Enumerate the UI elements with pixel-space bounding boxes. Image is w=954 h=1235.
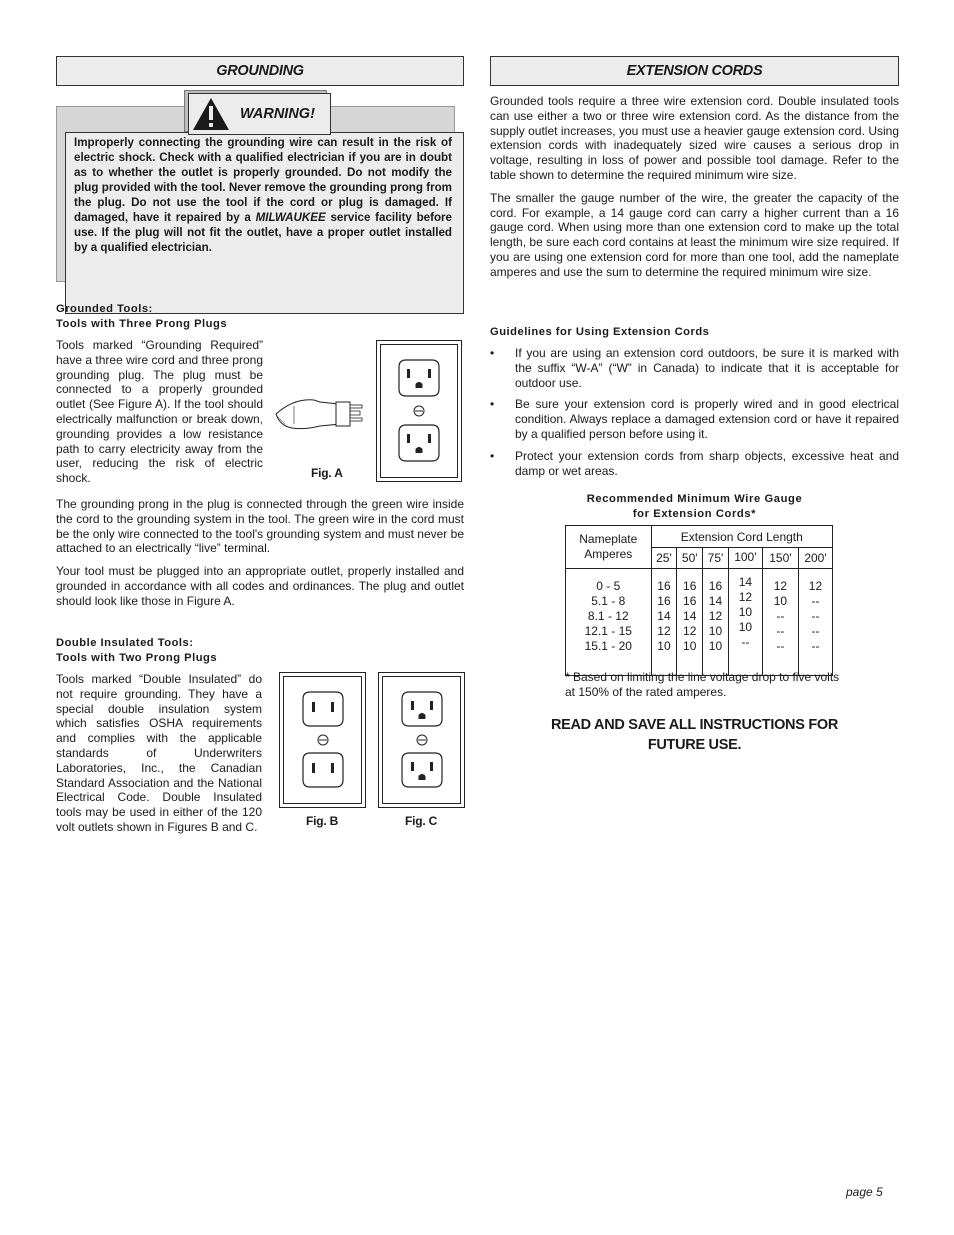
table-footnote: * Based on limiting the line voltage drop to five volts at 150% of the rated amperes. xyxy=(565,670,840,699)
gauge-column: 16 16 14 12 10 xyxy=(677,569,703,676)
warning-label: WARNING! xyxy=(240,106,315,122)
fig-b-label: Fig. B xyxy=(306,814,339,828)
guidelines-heading: Guidelines for Using Extension Cords xyxy=(490,326,710,338)
warning-block xyxy=(56,90,464,330)
two-prong-outlet-b xyxy=(279,672,366,808)
brand-name: MILWAUKEE xyxy=(255,211,326,224)
amperes-column: 0 - 5 5.1 - 8 8.1 - 12 12.1 - 15 15.1 - 20 xyxy=(566,569,652,676)
grounded-paragraph-2: The grounding prong in the plug is connected through the green wire inside the cord to the grounding system in the tool. The green wire in the cord must be the only wire connected to the tool's grounding system and must never be attached to an electrically “live” terminal. xyxy=(56,497,464,556)
figure-a xyxy=(274,340,464,486)
plug-icon xyxy=(274,380,374,440)
length-cell: 50' xyxy=(677,548,703,569)
warning-tag xyxy=(188,93,331,135)
gauge-column: 16 16 14 12 10 xyxy=(651,569,677,676)
length-cell: 150' xyxy=(762,548,798,569)
fig-a-label: Fig. A xyxy=(311,466,343,480)
bullet: • xyxy=(490,448,495,463)
grounding-column xyxy=(56,56,464,834)
double-paragraph-1: Tools marked “Double Insulated” do not require grounding. They have a special double insulation system which satisfies OSHA requirements and complies with the applicable standards of Underwriters Laboratories, Inc., the Canadian Standard Association and the National Electrical Code. Double Insulated tools may be used in either of the 120 volt outlets shown in Figures B and C. xyxy=(56,672,262,834)
fig-c-label: Fig. C xyxy=(405,814,438,828)
guideline-item: • If you are using an extension cord outdoors, be sure it is marked with the suffix “W-A” (“W” in Canada) to indicate that it is acceptable for outdoor use. xyxy=(490,346,899,390)
length-cell: 100' xyxy=(728,548,762,569)
extension-cords-column xyxy=(490,56,899,753)
grounded-receptacle-icon xyxy=(379,673,464,807)
gauge-column: 12 10 -- -- -- xyxy=(762,569,798,676)
extension-cords-header: EXTENSION CORDS xyxy=(490,56,899,86)
extension-text xyxy=(490,94,899,280)
bullet: • xyxy=(490,346,495,360)
table-title: Recommended Minimum Wire Gauge for Extension Cords* xyxy=(586,493,803,520)
grounded-outlet-a xyxy=(376,340,462,482)
extension-paragraph-2: The smaller the gauge number of the wire, the greater the capacity of the cord. For example, a 14 gauge cord can carry a higher current than a 16 gauge cord. When using more than one extension cord to make up the total length, be sure each cord contains at least the minimum wire size required. If you are using one extension cord for more than one tool, add the nameplate amperes and use the sum to determine the required minimum wire size. xyxy=(490,190,899,279)
extension-paragraph-1: Grounded tools require a three wire extension cord. Double insulated tools can use either a two or three wire extension cord. As the distance from the supply outlet increases, you must use a heavier gauge extension cord. Using extension cords with inadequately sized wire causes a serious drop in voltage, resulting in loss of power and possible tool damage. Refer to the table shown to determine the required minimum wire size. xyxy=(490,94,899,182)
guidelines-list xyxy=(490,346,899,485)
length-header: Extension Cord Length xyxy=(651,526,832,548)
warning-triangle-icon xyxy=(192,97,230,131)
grounded-heading: Grounded Tools: Tools with Three Prong Plugs xyxy=(56,303,228,330)
two-prong-receptacle-icon xyxy=(280,673,365,807)
grounded-receptacle-icon xyxy=(377,341,461,481)
grounded-outlet-c xyxy=(378,672,465,808)
length-cell: 75' xyxy=(703,548,729,569)
wire-gauge-table xyxy=(565,525,833,676)
gauge-column: 16 14 12 10 10 xyxy=(703,569,729,676)
gauge-column: 14 12 10 10 -- xyxy=(728,569,762,676)
gauge-column: 12 -- -- -- -- xyxy=(798,569,832,676)
page-number: page 5 xyxy=(846,1185,883,1199)
nameplate-header: Nameplate Amperes xyxy=(566,526,652,569)
double-heading: Double Insulated Tools: Tools with Two Prong Plugs xyxy=(56,637,218,664)
grounded-more-text xyxy=(56,497,464,609)
warning-text: Improperly connecting the grounding wire can result in the risk of electric shock. Check with a qualified electrician if you are in doubt as to whether the outlet is properly grounded. Do not modify the plug provided with the tool. Never remove the grounding prong from the plug. Do not use the tool if the cord or plug is damaged. If damaged, have it repaired by a MILWAUKEE service facility before use. If the plug will not fit the outlet, have a proper outlet installed by a qualified electrician. xyxy=(74,136,453,254)
grounded-paragraph-3: Your tool must be plugged into an appropriate outlet, properly installed and grounded in accordance with all codes and ordinances. The plug and outlet should look like those in Figure A. xyxy=(56,564,464,608)
guideline-item: • Be sure your extension cord is properly wired and in good electrical condition. Always replace a damaged extension cord or have it repaired by a qualified person before using it. xyxy=(490,397,899,441)
grounded-paragraph-1: Tools marked “Grounding Required” have a three wire cord and three prong grounding plug. The plug must be connected to a properly grounded outlet (See Figure A). If the tool should electrically malfunction or break down, grounding provides a low resistance path to carry electricity away from the user, reducing the risk of electric shock. xyxy=(56,338,263,486)
length-cell: 25' xyxy=(651,548,677,569)
closing-statement: READ AND SAVE ALL INSTRUCTIONS FOR FUTURE USE. xyxy=(550,717,839,753)
length-cell: 200' xyxy=(798,548,832,569)
bullet: • xyxy=(490,397,495,412)
grounding-header: GROUNDING xyxy=(56,56,464,86)
guideline-item: • Protect your extension cords from sharp objects, excessive heat and damp or wet areas. xyxy=(490,448,899,478)
